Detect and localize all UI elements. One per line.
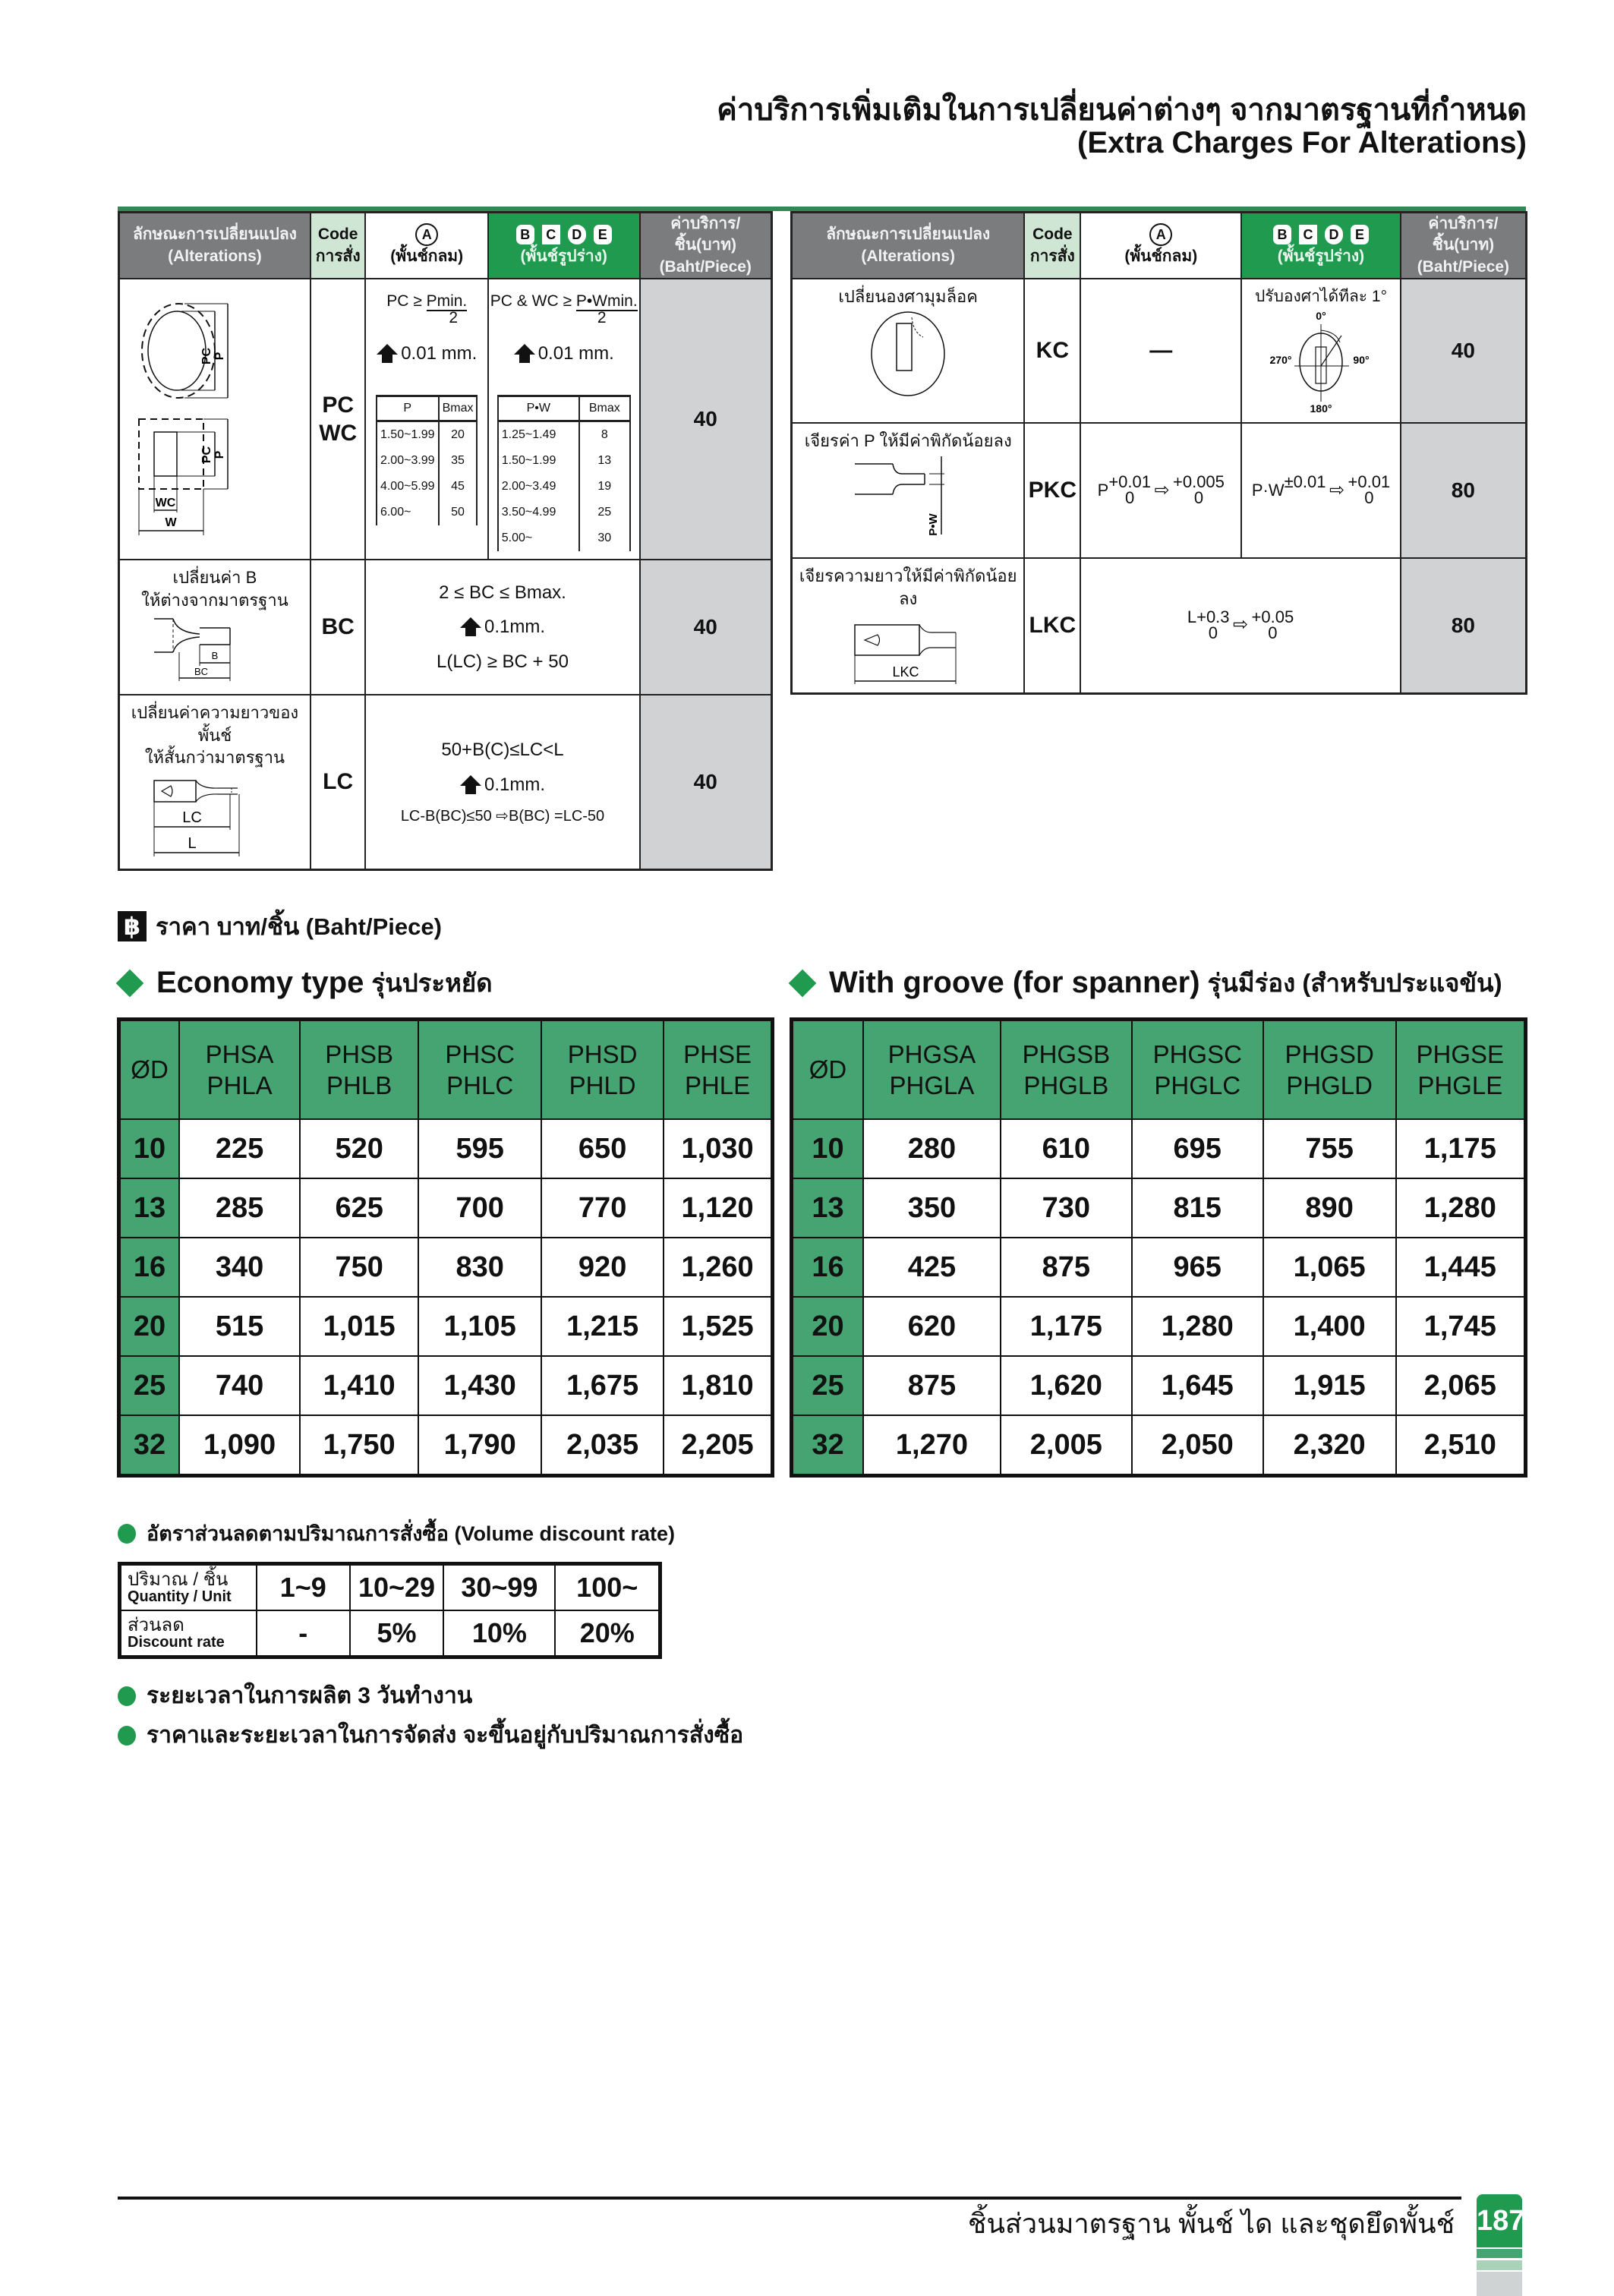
code-kc: KC [1024,279,1080,423]
price-cell: 520 [300,1119,418,1178]
price-row [792,1415,1526,1476]
quantity-cell: 100~ [555,1564,660,1611]
type-a-badge: A [415,223,438,246]
discount-rate-row [120,1610,660,1657]
price-cell: 350 [863,1178,1001,1238]
price-cell: 1,065 [1263,1238,1396,1297]
diagram-label: PC [200,446,213,464]
pc-wc-shape-formula-cell [488,279,640,560]
discount-rate-label: ส่วนลด Discount rate [120,1610,257,1657]
pkc-desc-cell: เจียรค่า P ให้มีค่าพิกัดน้อยลง P•W [792,423,1025,558]
pkc-shape-tolerance: P·W ±0.01 ⇨ +0.01 0 [1241,423,1401,558]
diagram-label: LKC [892,664,919,680]
price-row [792,1238,1526,1297]
alteration-row-bc [119,560,772,695]
alteration-row-kc [792,279,1527,423]
up-arrow-icon [514,344,535,355]
price-cell: 1,745 [1396,1297,1526,1356]
diameter-cell: 25 [119,1356,180,1415]
bc-formula-cell: 2 ≤ BC ≤ Bmax. 0.1mm. L(LC) ≥ BC + 50 [365,560,639,695]
diagram-label: B [211,650,219,662]
economy-price-body [119,1119,773,1476]
col-alterations: ลักษณะการเปลี่ยนแปลง (Alterations) [119,213,311,279]
type-a-badge: A [1149,223,1172,246]
lc-formula-cell: 50+B(C)≤LC<L 0.1mm. LC-B(BC)≤50 ⇨B(BC) =LC-50 [365,695,639,869]
angle-label: 90° [1353,354,1370,367]
bc-description: เปลี่ยนค่า B ให้ต่างจากมาตรฐาน [141,568,288,610]
page-title-english: (Extra Charges For Alterations) [1077,126,1527,159]
price-header-row [792,1020,1526,1120]
price-cell: 1,790 [418,1415,541,1476]
code-pc-wc: PC WC [311,279,366,560]
arrow-right-icon: ⇨ [1232,614,1249,636]
price-cell: 595 [418,1119,541,1178]
page-number: 187 [1477,2194,1522,2247]
page-tab-stripe [1477,2272,1522,2296]
quantity-cell: 1~9 [257,1564,350,1611]
price-cell: 2,510 [1396,1415,1526,1476]
price-cell: 1,175 [1001,1297,1132,1356]
price-cell: 890 [1263,1178,1396,1238]
discount-cell: - [257,1610,350,1657]
up-arrow-icon [377,344,398,355]
lc-diagram-icon [147,769,283,860]
p-bmax-table: P Bmax 1.50~1.99 20 2.00~3.99 35 4.00~5.99 45 6.00~ 50 [376,395,478,525]
baht-icon: ฿ [118,911,147,941]
type-e-badge: E [1351,225,1369,244]
diameter-cell: 13 [119,1178,180,1238]
price-cell: 515 [179,1297,300,1356]
groove-price-table [790,1017,1527,1478]
price-lc: 40 [640,695,772,869]
bc-diagram-icon [154,611,276,683]
footer-divider [118,2197,1461,2200]
price-cell: 650 [541,1119,664,1178]
pw-bmax-table: P•W Bmax 1.25~1.49 8 1.50~1.99 13 2.00~3.49 19 3.50~4.99 25 5.00~ 30 [497,395,631,551]
price-bc: 40 [640,560,772,695]
col-model: PHSA PHLA [179,1020,300,1120]
price-row [792,1178,1526,1238]
economy-price-table [117,1017,774,1478]
col-shaped-punch: B C D E (พั้นช์รูปร่าง) [488,213,640,279]
type-b-badge: B [516,225,534,244]
price-pkc: 80 [1401,423,1527,558]
discount-title: อัตราส่วนลดตามปริมาณการสั่งซื้อ (Volume discount rate) [118,1517,675,1550]
bc-desc-cell [119,560,311,695]
lock-angle-diagram-icon [866,308,950,399]
col-code: Code การสั่ง [311,213,366,279]
price-cell: 1,015 [300,1297,418,1356]
discount-cell: 20% [555,1610,660,1657]
page-tab-stripe [1477,2249,1522,2258]
price-cell: 1,645 [1132,1356,1263,1415]
groove-section-title: With groove (for spanner) รุ่นมีร่อง (สำหรับประแจขัน) [787,963,1502,1003]
lc-description: เปลี่ยนค่าความยาวของพั้นช์ ให้สั้นกว่ามาตรฐาน [131,703,299,768]
quantity-row [120,1564,660,1611]
pc-wc-step: 0.01 mm. [489,343,639,364]
type-c-badge: C [542,225,560,244]
angle-label: 0° [1316,310,1326,323]
volume-discount-table [118,1562,662,1659]
kc-desc-cell: เปลี่ยนองศามุมล็อค [792,279,1025,423]
diagram-label: P•W [927,513,941,536]
diameter-cell: 13 [792,1178,863,1238]
lkc-diagram-icon [851,610,965,686]
price-cell: 1,410 [300,1356,418,1415]
col-model: PHGSE PHGLE [1396,1020,1526,1120]
diameter-cell: 20 [792,1297,863,1356]
price-cell: 1,445 [1396,1238,1526,1297]
bullet-dot-icon [118,1524,136,1544]
code-pkc: PKC [1024,423,1080,558]
price-row [119,1238,773,1297]
price-cell: 285 [179,1178,300,1238]
discount-cell: 10% [443,1610,555,1657]
col-shaped-punch: B C D E (พั้นช์รูปร่าง) [1241,213,1401,279]
price-cell: 620 [863,1297,1001,1356]
col-round-punch: A (พั้นช์กลม) [1080,213,1241,279]
price-cell: 740 [179,1356,300,1415]
col-diameter: ØD [792,1020,863,1120]
price-cell: 770 [541,1178,664,1238]
code-bc: BC [311,560,366,695]
diameter-cell: 16 [119,1238,180,1297]
col-code: Code การสั่ง [1024,213,1080,279]
diagram-label: P [213,352,226,361]
price-cell: 2,320 [1263,1415,1396,1476]
price-cell: 815 [1132,1178,1263,1238]
arrow-right-icon: ⇨ [1329,479,1345,500]
up-arrow-icon [460,617,481,628]
type-b-badge: B [1273,225,1291,244]
diameter-cell: 20 [119,1297,180,1356]
diameter-cell: 10 [792,1119,863,1178]
price-cell: 425 [863,1238,1001,1297]
type-d-badge: D [1325,225,1343,244]
quantity-cell: 30~99 [443,1564,555,1611]
lkc-desc-cell: เจียรความยาวให้มีค่าพิกัดน้อยลง LKC [792,558,1025,693]
price-cell: 1,915 [1263,1356,1396,1415]
diameter-cell: 16 [792,1238,863,1297]
col-model: PHSC PHLC [418,1020,541,1120]
price-cell: 1,280 [1132,1297,1263,1356]
diamond-bullet-icon [789,969,817,997]
price-cell: 1,525 [664,1297,772,1356]
code-lc: LC [311,695,366,869]
page-title-thai: ค่าบริการเพิ่มเติมในการเปลี่ยนค่าต่างๆ จากมาตรฐานที่กำหนด [717,93,1527,127]
diagram-label: LC [182,809,202,827]
price-cell: 1,105 [418,1297,541,1356]
pkc-round-tolerance: P +0.01 0 ⇨ +0.005 0 [1080,423,1241,558]
col-diameter: ØD [119,1020,180,1120]
price-cell: 750 [300,1238,418,1297]
diagram-label: L [188,835,197,853]
price-cell: 625 [300,1178,418,1238]
price-cell: 280 [863,1119,1001,1178]
price-row [119,1415,773,1476]
diameter-cell: 32 [119,1415,180,1476]
price-row [792,1297,1526,1356]
economy-section-title: Economy type รุ่นประหยัด [114,963,493,1003]
price-cell: 1,090 [179,1415,300,1476]
diagram-label: WC [155,497,176,510]
col-round-punch: A (พั้นช์กลม) [365,213,487,279]
angle-dial-icon [1264,309,1378,415]
type-e-badge: E [594,225,612,244]
price-cell: 2,035 [541,1415,664,1476]
pc-wc-diagram-icon [131,294,298,544]
alteration-row-pkc [792,423,1527,558]
price-row [119,1178,773,1238]
note-price-delivery: ราคาและระยะเวลาในการจัดส่ง จะขึ้นอยู่กับปริมาณการสั่งซื้อ [118,1717,743,1753]
col-model: PHGSA PHGLA [863,1020,1001,1120]
price-cell: 1,620 [1001,1356,1132,1415]
pc-step: 0.01 mm. [366,343,487,364]
col-model: PHSD PHLD [541,1020,664,1120]
lkc-tolerance: L +0.3 0 ⇨ +0.05 0 [1080,558,1400,693]
angle-label: 180° [1310,402,1332,415]
price-cell: 1,400 [1263,1297,1396,1356]
quantity-label: ปริมาณ / ชิ้น Quantity / Unit [120,1564,257,1611]
type-d-badge: D [568,225,586,244]
price-cell: 700 [418,1178,541,1238]
price-cell: 1,260 [664,1238,772,1297]
up-arrow-icon [460,775,481,786]
bullet-dot-icon [118,1726,136,1746]
page-tab-stripe [1477,2260,1522,2270]
baht-per-piece-label: ฿ ราคา บาท/ชิ้น (Baht/Piece) [118,907,442,945]
price-kc: 40 [1401,279,1527,423]
price-cell: 340 [179,1238,300,1297]
price-cell: 1,750 [300,1415,418,1476]
kc-round-value: — [1080,279,1241,423]
col-price: ค่าบริการ/ชิ้น(บาท) (Baht/Piece) [1401,213,1527,279]
alterations-header-row [792,213,1527,279]
alterations-header-row [119,213,772,279]
bullet-dot-icon [118,1686,136,1706]
diameter-cell: 25 [792,1356,863,1415]
price-lkc: 80 [1401,558,1527,693]
pc-round-formula-cell [365,279,487,560]
quantity-cell: 10~29 [350,1564,444,1611]
footer-section-title: ชิ้นส่วนมาตรฐาน พั้นช์ ได และชุดยึดพั้นช์ [967,2208,1455,2239]
price-cell: 875 [1001,1238,1132,1297]
diagram-label: BC [194,666,208,678]
col-model: PHGSD PHGLD [1263,1020,1396,1120]
price-cell: 1,030 [664,1119,772,1178]
price-cell: 755 [1263,1119,1396,1178]
col-model: PHGSB PHGLB [1001,1020,1132,1120]
price-cell: 1,175 [1396,1119,1526,1178]
price-cell: 610 [1001,1119,1132,1178]
groove-price-body [792,1119,1526,1476]
col-model: PHGSC PHGLC [1132,1020,1263,1120]
col-price: ค่าบริการ/ชิ้น(บาท) (Baht/Piece) [640,213,772,279]
kc-shape-cell: ปรับองศาได้ทีละ 1° 0° 90° 180° 270° [1241,279,1401,423]
price-cell: 225 [179,1119,300,1178]
price-row [119,1356,773,1415]
price-cell: 730 [1001,1178,1132,1238]
alteration-row-pc-wc [119,279,772,560]
angle-label: 270° [1269,354,1292,367]
discount-cell: 5% [350,1610,444,1657]
alterations-table-right [790,211,1527,695]
price-cell: 1,810 [664,1356,772,1415]
diameter-cell: 32 [792,1415,863,1476]
code-lkc: LKC [1024,558,1080,693]
price-cell: 2,205 [664,1415,772,1476]
note-production-time: ระยะเวลาในการผลิต 3 วันทำงาน [118,1678,472,1714]
price-cell: 1,675 [541,1356,664,1415]
price-row [119,1297,773,1356]
price-row [792,1356,1526,1415]
price-cell: 2,050 [1132,1415,1263,1476]
col-alterations: ลักษณะการเปลี่ยนแปลง (Alterations) [792,213,1025,279]
price-cell: 1,215 [541,1297,664,1356]
pc-wc-formula: PC & WC ≥ P•Wmin. 2 [490,292,638,327]
price-cell: 830 [418,1238,541,1297]
price-row [792,1119,1526,1178]
price-row [119,1119,773,1178]
col-model: PHSB PHLB [300,1020,418,1120]
diamond-bullet-icon [116,969,144,997]
col-model: PHSE PHLE [664,1020,772,1120]
price-cell: 1,120 [664,1178,772,1238]
price-cell: 875 [863,1356,1001,1415]
arrow-right-icon: ⇨ [1154,479,1170,500]
diameter-cell: 10 [119,1119,180,1178]
price-cell: 2,065 [1396,1356,1526,1415]
alteration-row-lkc [792,558,1527,693]
lc-desc-cell [119,695,311,869]
price-cell: 695 [1132,1119,1263,1178]
price-cell: 1,280 [1396,1178,1526,1238]
pc-wc-diagram-cell [119,279,311,560]
diagram-label: W [165,516,177,530]
price-cell: 965 [1132,1238,1263,1297]
alterations-table-left [118,211,773,871]
pc-formula: PC ≥ Pmin. 2 [386,292,468,327]
pkc-diagram-icon [847,453,969,536]
price-cell: 1,430 [418,1356,541,1415]
type-c-badge: C [1299,225,1317,244]
price-header-row [119,1020,773,1120]
price-cell: 2,005 [1001,1415,1132,1476]
diagram-label: P [213,450,226,459]
price-cell: 920 [541,1238,664,1297]
price-cell: 1,270 [863,1415,1001,1476]
price-pc-wc: 40 [640,279,772,560]
diagram-label: PC [200,347,213,365]
alteration-row-lc [119,695,772,869]
